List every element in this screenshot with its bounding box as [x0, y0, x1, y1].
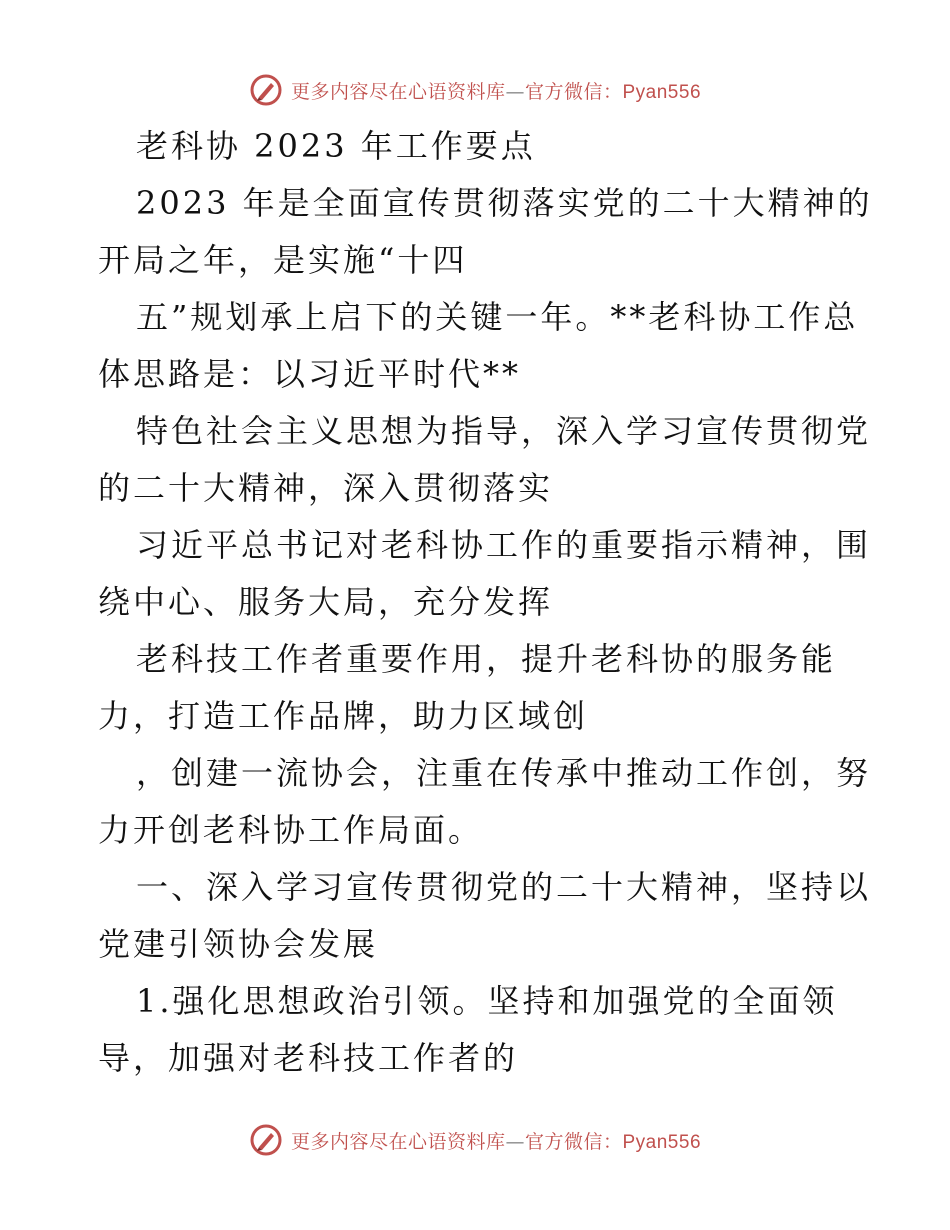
section-heading: 一、深入学习宣传贯彻党的二十大精神，坚持以	[136, 868, 872, 906]
header-watermark	[0, 70, 950, 110]
paragraph-line: 力，打造工作品牌，助力区域创	[98, 697, 589, 735]
paragraph-line: 习近平总书记对老科协工作的重要指示精神，围	[136, 526, 872, 564]
paragraph-line: ，创建一流协会，注重在传承中推动工作创，努	[136, 754, 872, 792]
watermark-wechat-id: Pyan556	[622, 81, 702, 103]
watermark-text	[291, 1127, 701, 1154]
watermark-text	[291, 77, 701, 104]
document-title: 老科协 2023 年工作要点	[136, 127, 536, 165]
pen-circle-icon	[249, 1123, 283, 1157]
paragraph-line: 绕中心、服务大局，充分发挥	[98, 583, 554, 621]
watermark-wechat-id: Pyan556	[622, 1131, 702, 1153]
watermark-label: 官方微信：	[524, 1130, 623, 1153]
watermark-dash: —	[505, 1130, 525, 1153]
watermark-brand: 更多内容尽在心语资料库	[290, 80, 506, 103]
paragraph-line: 的二十大精神，深入贯彻落实	[98, 469, 554, 507]
watermark-label: 官方微信：	[524, 80, 623, 103]
watermark-dash: —	[505, 80, 525, 103]
document-body	[98, 118, 873, 1087]
paragraph-line: 导，加强对老科技工作者的	[98, 1039, 519, 1077]
footer-watermark	[0, 1120, 950, 1160]
paragraph-line: 老科技工作者重要作用，提升老科协的服务能	[136, 640, 837, 678]
paragraph-line: 特色社会主义思想为指导，深入学习宣传贯彻党	[136, 412, 872, 450]
section-heading: 党建引领协会发展	[98, 925, 379, 963]
paragraph-line: 开局之年，是实施“十四	[98, 241, 468, 279]
watermark-brand: 更多内容尽在心语资料库	[290, 1130, 506, 1153]
paragraph-line: 体思路是：以习近平时代**	[98, 355, 522, 393]
paragraph-line: 1.强化思想政治引领。坚持和加强党的全面领	[136, 982, 838, 1020]
paragraph-line: 力开创老科协工作局面。	[98, 811, 484, 849]
paragraph-line: 2023 年是全面宣传贯彻落实党的二十大精神的	[136, 184, 873, 222]
paragraph-line: 五”规划承上启下的关键一年。**老科协工作总	[136, 298, 859, 336]
pen-circle-icon	[249, 73, 283, 107]
